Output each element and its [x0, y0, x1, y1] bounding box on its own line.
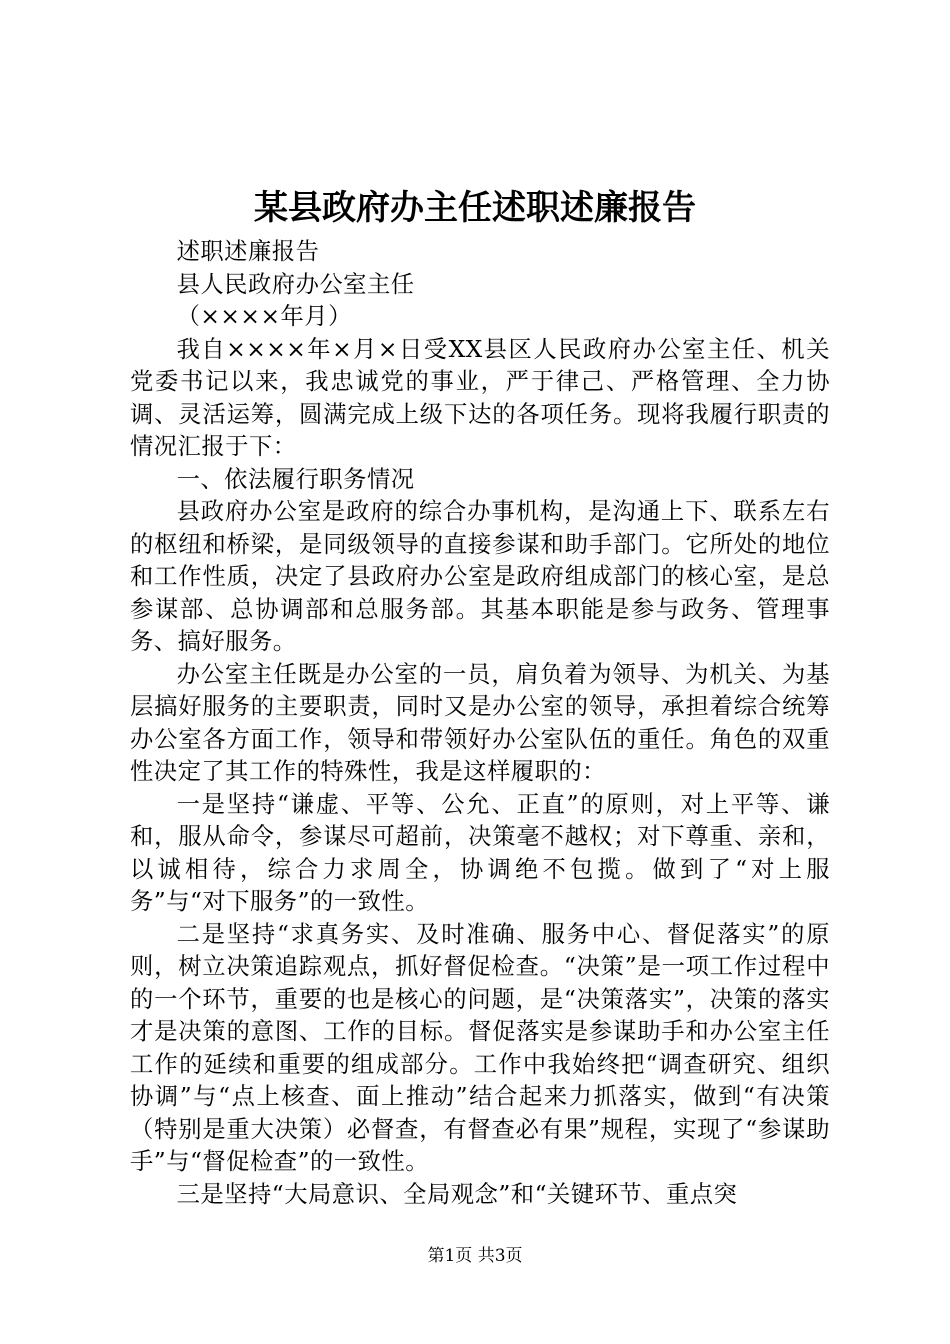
paragraph: 一是坚持“谦虚、平等、公允、正直”的原则，对上平等、谦和，服从命令，参谋尽可超前，决策毫不越权；对下尊重、亲和，以诚相待，综合力求周全，协调绝不包揽。做到了“对上服务”与“对下服务”的一致性。: [130, 790, 830, 915]
paragraph: 办公室主任既是办公室的一员，肩负着为领导、为机关、为基层搞好服务的主要职责，同时又是办公室的领导，承担着综合统筹办公室各方面工作，领导和带领好办公室队伍的重任。角色的双重性决定了其工作的特殊性，我是这样履职的：: [130, 660, 830, 785]
paragraph: 二是坚持“求真务实、及时准确、服务中心、督促落实”的原则，树立决策追踪观点，抓好督促检查。“决策”是一项工作过程中的一个环节，重要的也是核心的问题，是“决策落实”，决策的落实才是决策的意图、工作的目标。督促落实是参谋助手和办公室主任工作的延续和重要的组成部分。工作中我始终把“调查研究、组织协调”与“点上核查、面上推动”结合起来力抓落实，做到“有决策（特别是重大决策）必督查，有督查必有果”规程，实现了“参谋助手”与“督促检查”的一致性。: [130, 920, 830, 1175]
paragraph: 我自××××年×月×日受XX县区人民政府办公室主任、机关党委书记以来，我忠诚党的事业，严于律己、严格管理、全力协调、灵活运筹，圆满完成上级下达的各项任务。现将我履行职责的情况汇报于下：: [130, 335, 830, 460]
section-heading: 一、依法履行职务情况: [176, 465, 415, 493]
document-body: [130, 236, 830, 1211]
paragraph: 三是坚持“大局意识、全局观念”和“关键环节、重点突: [176, 1180, 738, 1208]
paragraph: 述职述廉报告: [176, 238, 320, 265]
paragraph: 县政府办公室是政府的综合办事机构，是沟通上下、联系左右的枢纽和桥梁，是同级领导的直接参谋和助手部门。它所处的地位和工作性质，决定了县政府办公室是政府组成部门的核心室，是总参谋部、总协调部和总服务部。其基本职能是参与政务、管理事务、搞好服务。: [130, 498, 830, 655]
paragraph: 县人民政府办公室主任: [176, 270, 415, 298]
paragraph: （××××年月）: [176, 303, 352, 330]
document-title: 某县政府办主任述职述廉报告: [254, 188, 696, 228]
page-number: 第1页 共3页: [427, 1246, 523, 1266]
